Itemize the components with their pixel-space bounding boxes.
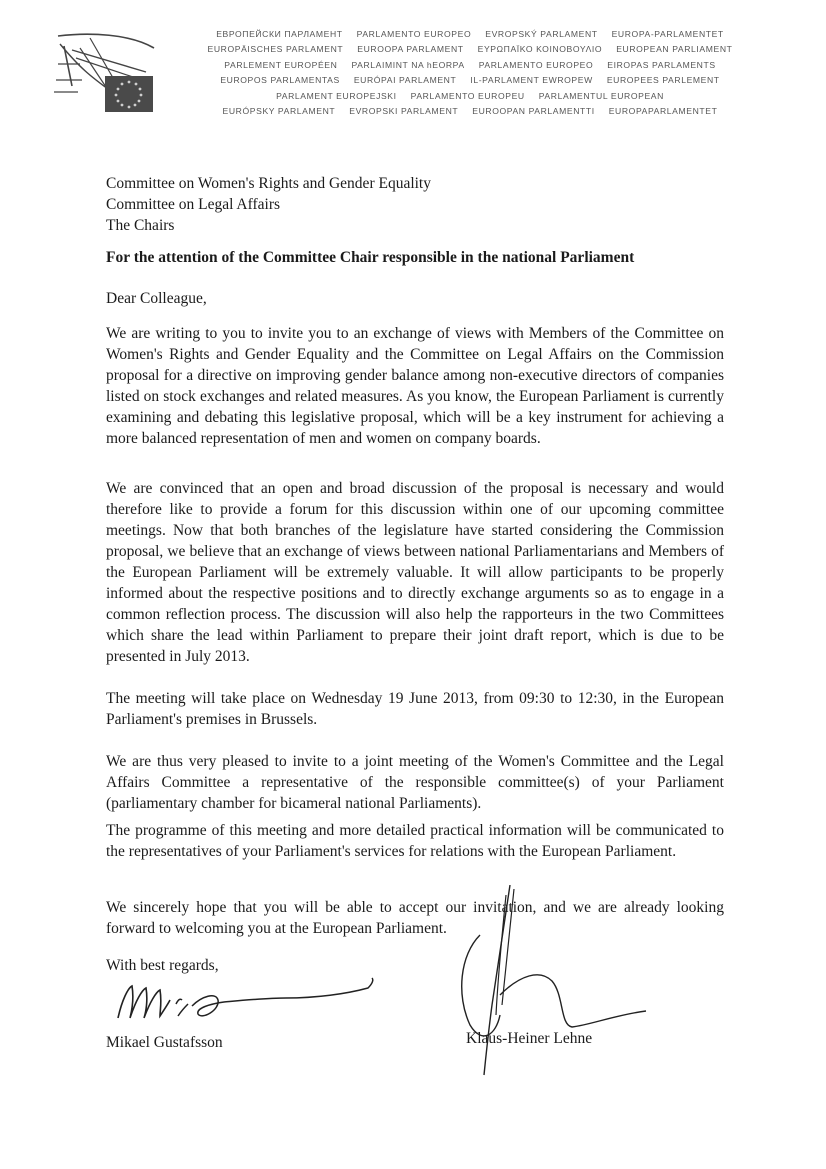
salutation: Dear Colleague, [106, 290, 207, 307]
closing: With best regards, [106, 957, 219, 974]
names-row: ЕВРОПЕЙСКИ ПАРЛАМЕНТ PARLAMENTO EUROPEO EVROPSKÝ PARLAMENT EUROPA-PARLAMENTET [216, 29, 724, 39]
handwritten-signature-icon [106, 970, 386, 1030]
recipient-line: Committee on Women's Rights and Gender Equality [106, 175, 431, 192]
names-row: EUROPÄISCHES PARLAMENT EUROOPA PARLAMENT ΕΥΡΩΠΑΪΚΟ ΚΟΙΝΟΒΟΥΛΙΟ EUROPEAN PARLIAMENT [207, 44, 733, 55]
parliament-names-multilingual [180, 27, 760, 119]
signatory-name: Klaus-Heiner Lehne [466, 1030, 593, 1047]
recipient-block [106, 173, 431, 236]
body-paragraph: The programme of this meeting and more detailed practical information will be communicated to the representatives of your Parliament's services for relations with the European Parliament. [106, 822, 724, 860]
signatory-name: Mikael Gustafsson [106, 1034, 223, 1051]
recipient-line: Committee on Legal Affairs [106, 196, 281, 213]
body-paragraph: The meeting will take place on Wednesday 19 June 2013, from 09:30 to 12:30, in the European Parliament's premises in Brussels. [106, 690, 724, 728]
body-paragraph: We sincerely hope that you will be able to accept our invitation, and we are already looking forward to welcoming you at the European Parliament. [106, 899, 724, 937]
handwritten-signature-icon [440, 885, 650, 1080]
attention-line: For the attention of the Committee Chair responsible in the national Parliament [106, 249, 635, 266]
body-paragraph: We are convinced that an open and broad discussion of the proposal is necessary and would therefore like to provide a forum for this discussion within one of our upcoming committee meetings. Now that both branches of the legislature have started considering the Commission proposal, we believe that an exchange of views between national Parliamentarians and Members of the European Parliament will be extremely valuable. It will allow participants to be properly informed about the respective positions and to directly exchange arguments so as to engage in a common reflection process. The discussion will also help the rapporteurs in the two Committees which share the lead within Parliament to prepare their joint draft report, which is due to be presented in July 2013. [106, 480, 724, 665]
names-row: PARLEMENT EUROPÉEN PARLAIMINT NA hEORPA PARLAMENTO EUROPEO EIROPAS PARLAMENTS [224, 59, 716, 70]
names-row: EURÓPSKY PARLAMENT EVROPSKI PARLAMENT EUROOPAN PARLAMENTTI EUROPAPARLAMENTET [222, 106, 718, 117]
european-parliament-logo-icon [50, 28, 162, 114]
body-paragraph: We are writing to you to invite you to an exchange of views with Members of the Committee on Women's Rights and Gender Equality and the Committee on Legal Affairs on the Commission proposal for a directive on improving gender balance among non-executive directors of companies listed on stock exchanges and related measures. As you know, the European Parliament is currently examining and debating this legislative proposal, which will be a key instrument for achieving a more balanced representation of men and women on company boards. [106, 325, 724, 447]
letterhead [0, 0, 826, 130]
recipient-line: The Chairs [106, 217, 175, 234]
names-row: PARLAMENT EUROPEJSKI PARLAMENTO EUROPEU PARLAMENTUL EUROPEAN [276, 90, 664, 101]
body-paragraph: We are thus very pleased to invite to a joint meeting of the Women's Committee and the Legal Affairs Committee a representative of the responsible committee(s) of your Parliament (parliamentary chamber for bicameral national Parliaments). [106, 753, 724, 812]
names-row: EUROPOS PARLAMENTAS EURÓPAI PARLAMENT IL-PARLAMENT EWROPEW EUROPEES PARLEMENT [220, 75, 720, 86]
